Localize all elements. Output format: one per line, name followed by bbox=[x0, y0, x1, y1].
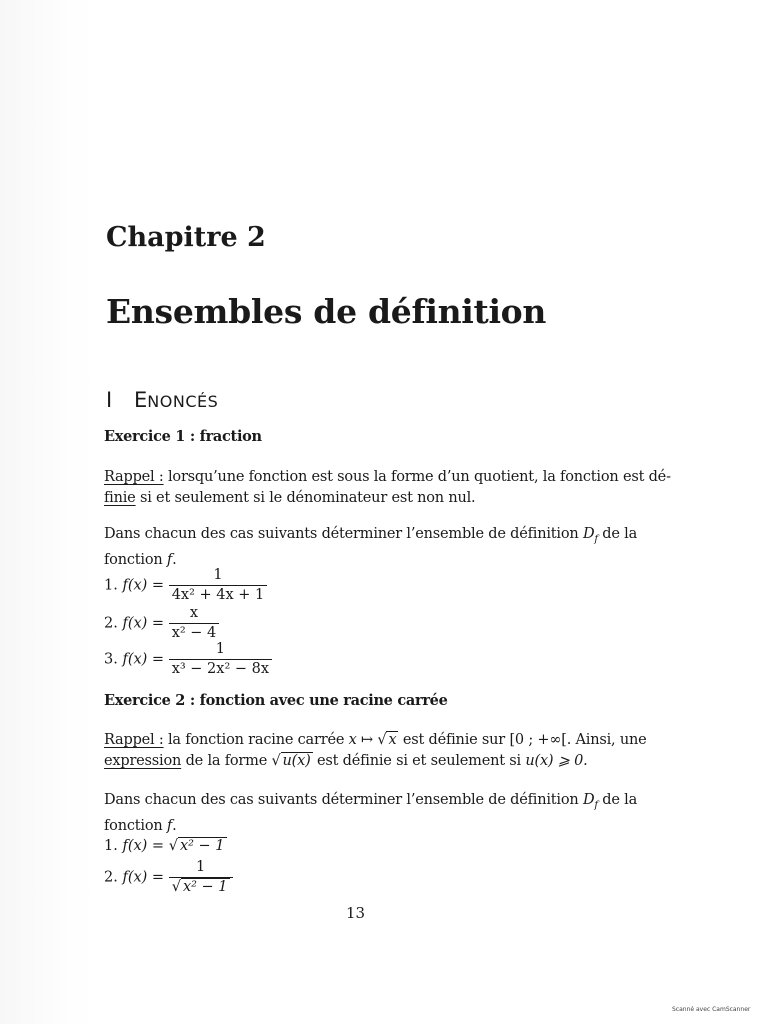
function-symbol: f bbox=[166, 817, 173, 834]
scanner-watermark: Scanné avec CamScanner bbox=[672, 1006, 751, 1013]
item-lhs: f(x) = bbox=[122, 838, 165, 854]
fraction bbox=[169, 640, 272, 679]
fraction-denominator: 4x² + 4x + 1 bbox=[169, 585, 268, 605]
instruction-text: fonction bbox=[104, 551, 167, 568]
item-number: 2. bbox=[104, 615, 118, 632]
instruction-text: . bbox=[172, 551, 177, 568]
item-number: 1. bbox=[104, 577, 118, 594]
item-lhs: f(x) = bbox=[122, 577, 165, 594]
instruction-text: . bbox=[172, 817, 177, 834]
fraction-numerator: 1 bbox=[213, 567, 223, 583]
exercise-2-instruction bbox=[104, 790, 637, 837]
radicand: u(x) bbox=[282, 753, 311, 769]
square-root: √ x² − 1 bbox=[168, 838, 225, 854]
fraction-numerator: 1 bbox=[195, 859, 206, 875]
rappel-text: lorsqu’une fonction est sous la forme d’un quotient, la fonction est dé- bbox=[163, 469, 671, 485]
math-expression: x ↦ bbox=[348, 732, 378, 748]
instruction-text: de la bbox=[597, 792, 638, 808]
instruction-text: de la bbox=[597, 526, 638, 542]
exercise-1-item-3 bbox=[104, 640, 272, 679]
rappel-text: finie bbox=[104, 490, 136, 506]
function-symbol: f bbox=[166, 551, 173, 568]
book-page bbox=[96, 0, 768, 1024]
rappel-label: Rappel : bbox=[104, 732, 164, 748]
exercise-2-title: Exercice 2 : fonction avec une racine carrée bbox=[104, 692, 448, 709]
math-expression: u(x) ⩾ 0. bbox=[525, 753, 588, 769]
exercise-2-rappel bbox=[104, 730, 647, 772]
fraction-denominator: x² − 4 bbox=[169, 623, 220, 643]
square-root: √ u(x) bbox=[271, 753, 311, 769]
square-root: √ x bbox=[377, 732, 397, 748]
fraction-numerator: 1 bbox=[215, 641, 225, 657]
domain-subscript: f bbox=[594, 533, 598, 545]
rappel-text: si et seulement si le dénominateur est non nul. bbox=[135, 490, 476, 506]
rappel-text: est définie sur [0 ; +∞[. Ainsi, une bbox=[398, 732, 647, 748]
fraction-denominator: x³ − 2x² − 8x bbox=[169, 659, 272, 679]
fraction bbox=[169, 604, 220, 643]
instruction-text: Dans chacun des cas suivants déterminer l’ensemble de définition bbox=[104, 792, 583, 808]
chapter-title: Ensembles de définition bbox=[106, 292, 547, 331]
fraction bbox=[169, 858, 233, 897]
exercise-1-item-1 bbox=[104, 566, 267, 605]
fraction bbox=[169, 566, 268, 605]
domain-symbol: D bbox=[582, 792, 595, 808]
chapter-label: Chapitre 2 bbox=[106, 222, 266, 253]
item-number: 2. bbox=[104, 869, 118, 886]
instruction-text: fonction bbox=[104, 817, 167, 834]
rappel-text: est définie si et seulement si bbox=[312, 753, 526, 769]
item-lhs: f(x) = bbox=[122, 615, 165, 632]
rappel-text: expression bbox=[104, 753, 182, 769]
radicand: x² − 1 bbox=[179, 838, 225, 854]
page-number: 13 bbox=[346, 904, 366, 922]
exercise-2-item-1 bbox=[104, 838, 227, 854]
rappel-text: la fonction racine carrée bbox=[163, 732, 349, 748]
exercise-1-item-2 bbox=[104, 604, 219, 643]
item-number: 3. bbox=[104, 651, 118, 668]
section-title-rest: NONCÉS bbox=[147, 392, 219, 411]
scan-margin bbox=[0, 0, 96, 1024]
domain-subscript: f bbox=[594, 799, 598, 811]
exercise-1-title: Exercice 1 : fraction bbox=[104, 428, 262, 445]
exercise-1-instruction bbox=[104, 524, 637, 571]
section-first-letter: E bbox=[134, 388, 148, 412]
exercise-2-item-2 bbox=[104, 858, 233, 897]
fraction-denominator bbox=[169, 877, 233, 897]
rappel-label: Rappel : bbox=[104, 469, 164, 485]
item-lhs: f(x) = bbox=[122, 869, 165, 886]
exercise-1-rappel bbox=[104, 467, 671, 509]
fraction-numerator: x bbox=[189, 605, 199, 621]
square-root: √ x² − 1 bbox=[171, 879, 228, 895]
section-number: I bbox=[106, 388, 113, 412]
item-number: 1. bbox=[104, 838, 118, 854]
instruction-text: Dans chacun des cas suivants déterminer l’ensemble de définition bbox=[104, 526, 583, 542]
rappel-text: de la forme bbox=[181, 753, 272, 769]
section-heading bbox=[106, 388, 218, 412]
domain-symbol: D bbox=[582, 526, 595, 542]
item-lhs: f(x) = bbox=[122, 651, 165, 668]
radicand: x² − 1 bbox=[182, 879, 228, 895]
radicand: x bbox=[388, 732, 397, 748]
